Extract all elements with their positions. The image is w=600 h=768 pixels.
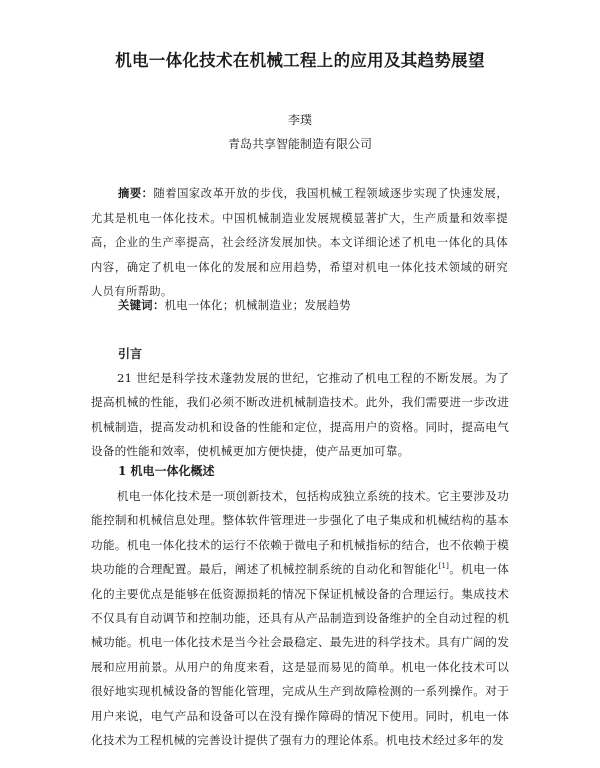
- keywords-block: [118, 295, 508, 316]
- keywords-label: 关键词：: [118, 298, 165, 312]
- abstract-block: [91, 181, 508, 305]
- section1-text-part1: 机电一体化技术是一项创新技术，包括构成独立系统的技术。它主要涉及功能控制和机械信息处理。整体软件管理进一步强化了电子集成和机械结构的基本功能。机电一体化技术的运行不依赖于微电子和机械指标的结合，也不依赖于模块功能的合理配置。最后，阐述了机械控制系统的自动化和智能化: [91, 489, 509, 577]
- intro-heading: 引言: [118, 347, 143, 361]
- keywords-text: 机电一体化；机械制造业；发展趋势: [164, 299, 351, 312]
- abstract-text: 随着国家改革开放的步伐，我国机械工程领域逐步实现了快速发展，尤其是机电一体化技术。中国机械制造业发展规模显著扩大，生产质量和效率提高，企业的生产率提高，社会经济发展加快。本文详细论述了机电一体化的具体内容，确定了机电一体化的发展和应用趋势，希望对机电一体化技术领域的研究人员有所帮助。: [91, 187, 508, 299]
- author-name: 李璞: [287, 113, 312, 127]
- section1-paragraph: [91, 484, 509, 752]
- abstract-label: 摘要：: [118, 186, 154, 200]
- section1-heading: 1 机电一体化概述: [118, 464, 215, 478]
- paper-title: 机电一体化技术在机械工程上的应用及其趋势展望: [115, 51, 485, 70]
- citation-reference[interactable]: [1]: [438, 562, 450, 571]
- author-affiliation: 青岛共享智能制造有限公司: [227, 137, 372, 151]
- intro-paragraph: 21 世纪是科学技术蓬勃发展的世纪，它推动了机电工程的不断发展。为了提高机械的性能，我们必须不断改进机械制造技术。此外，我们需要进一步改进机械制造，提高发动机和设备的性能和定位，提高用户的资格。同时，提高电气设备的性能和效率，使机械更加方便快捷，使产品更加可靠。: [91, 371, 509, 459]
- section1-text-part2: 。机电一体化的主要优点是能够在低资源损耗的情况下保证机械设备的合理运行。集成技术不仅具有自动调节和控制功能，还具有从产品制造到设备维护的全自动过程的机械功能。机电一体化技术是当今社会最稳定、最先进的科学技术。具有广阔的发展和应用前景。从用户的角度来看，这是显而易见的简单。机电一体化技术可以很好地实现机械设备的智能化管理，完成从生产到故障检测的一系列操作。对于用户来说，电气产品和设备可以在没有操作障碍的情况下使用。同时，机电一体化技术为工程机械的完善设计提供了强有力的理论体系。机电技术经过多年的发: [91, 562, 509, 748]
